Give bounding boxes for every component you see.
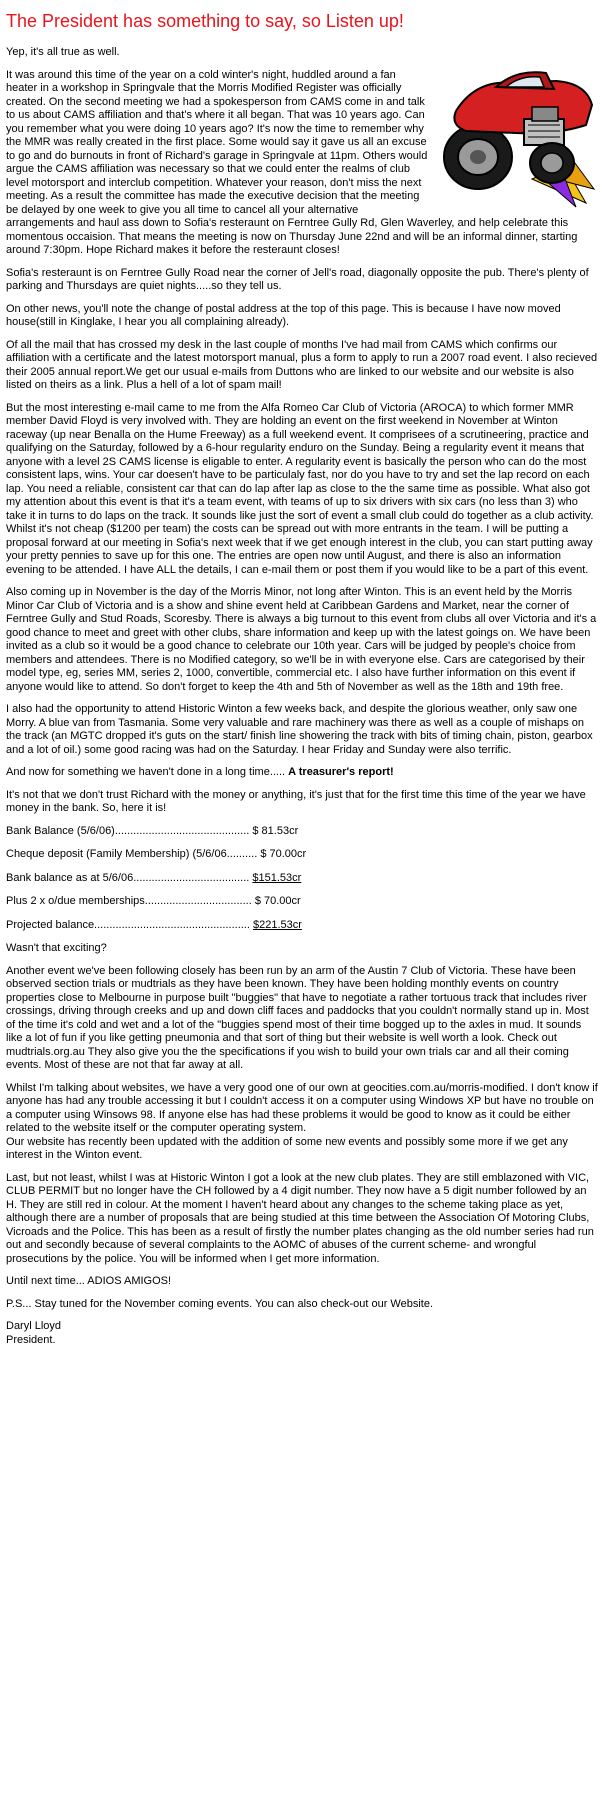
finance-row [6, 872, 600, 886]
finance-amount: $ 70.00cr [260, 848, 307, 860]
finance-label: Cheque deposit (Family Membership) (5/6/06.......... [6, 848, 261, 860]
paragraph-restaurant: Sofia's resteraunt is on Ferntree Gully Road near the corner of Jell's road, diagonally opposite the pub. There's plenty of parking and Thursdays are quiet nights.....so they tell us. [6, 266, 589, 292]
finance-table [6, 825, 600, 933]
finance-amount: $ 70.00cr [254, 895, 301, 907]
finance-row [6, 919, 600, 933]
finance-label: Bank balance as at 5/6/06...................................... [6, 871, 253, 884]
paragraph-money-intro: It's not that we don't trust Richard with the money or anything, it's just that for the first time this time of the year we have money in the bank. So, here it is! [6, 788, 586, 814]
paragraph-morris-minor-day: Also coming up in November is the day of the Morris Minor, not long after Winton. This is an event held by the Morris Minor Car Club of Victoria and is a show and shine event held at Caribbean Gardens and Market, near the corner of Ferntree Gully and Stud Roads, Scoresby. There is always a big turnout to this event from clubs all over Victoria and it's a good chance to meet and greet with other clubs, share information and keep up with the latest goings on. We have been invited as a club so it would be a good chance to celebrate our 10th year. Cars will be judged by people's choice from members and attendees. There is no Modified category, so we'll be in with everyone else. Cars are categorised by their model type, eg, series MM, series 2, 1000, convertible, commercial etc. I also have further information on this event if anyone would like to attend. So don't forget to keep the 4th and 5th of November as well as the 18th and 19th free. [6, 586, 597, 693]
finance-row [6, 895, 600, 909]
finance-label: Plus 2 x o/due memberships................................... [6, 895, 255, 907]
finance-label: Bank Balance (5/6/06)............................................ [6, 824, 253, 837]
paragraph-ps: P.S... Stay tuned for the November coming events. You can also check-out our Website. [6, 1297, 434, 1310]
paragraph-address-change: On other news, you'll note the change of postal address at the top of this page. This is because I have now moved house(still in Kinglake, I hear you all complaining already). [6, 302, 561, 328]
finance-row [6, 848, 600, 862]
paragraph-exciting: Wasn't that exciting? [6, 942, 107, 954]
paragraph-signoff: Until next time... ADIOS AMIGOS! [6, 1275, 172, 1287]
paragraph-mail: Of all the mail that has crossed my desk in the last couple of months I've had mail from CAMS which confirms our affiliation with a certificate and the latest motorsport manual, plus a form to apply to run a 2007 road event. I also recieved their 2005 annual report.We get our usual e-mails from Duttons who are linked to our website and our website is also listed on theirs as a link. Plus a hell of a lot of spam mail! [6, 338, 598, 391]
paragraph-website: Whilst I'm talking about websites, we have a very good one of our own at geocities.com.au/morris-modified. I don't know if anyone has had any trouble accessing it but I couldn't access it on a computer using Windows XP but have no trouble on a computer using Winsows 98. If anyone else has had these problems it would be good to know as it could be either related to the website itself or the computer operating system. [6, 1081, 598, 1134]
paragraph-aroca-event: But the most interesting e-mail came to me from the Alfa Romeo Car Club of Victoria (AROCA) to which former MMR member David Floyd is very involved with. They are holding an event on the first weekend in November at Winton raceway (up near Benalla on the Hume Freeway) as a full weekend event. It comprisees of a scrutineering, practice and qualifying on the Saturday, followed by a 6-hour regularity enduro on the Sunday. Being a regularity event it means that anyone with a level 2S CAMS license is eligable to enter. A regularity event is basically the person who can do the most consistent laps, wins. Your car doesen't have to be particulaly fast, nor do you have to try and set the lap record on each lap. You need a reliable, consistent car that can do lap after lap as close to the the same time as possible. What also got my attention about this event is that it's a team event, with teams of up to six drivers with six cars (no less than 3) who take it in turns to do laps on the track. It sounds like just the sort of event a small club could do together as a club activity. Whilst it's not cheap ($1200 per team) the costs can be spread out with more entrants in the team. I will be putting a proposal forward at our meeting in Sofia's next week that if we get enough interest in the club, you can start putting away your pretty pennies to save up for this one. The entries are open now until August, and there is also an information evening to be attended. I have ALL the details, I can e-mail them or post them if you would like to be a part of this event. [6, 401, 594, 576]
paragraph-website-update: Our website has recently been updated with the addition of some new events and possibly some more if we get any interest in the Winton event. [6, 1135, 568, 1161]
newsletter-page [2, 0, 603, 1356]
finance-amount: $221.53cr [252, 918, 302, 931]
paragraph-treasurer-intro [6, 766, 600, 780]
finance-amount: $ 81.53cr [252, 824, 299, 837]
signature-name: Daryl Lloyd [6, 1320, 62, 1332]
hot-rod-car-illustration [436, 61, 598, 209]
paragraph-anniversary: It was around this time of the year on a cold winter's night, huddled around a fan heater in a workshop in Springvale that the Morris Modified Register was officially created. On the second meeting we had a spokesperson from CAMS come in and talk to us about CAMS affiliation and that's where it all began. That was 10 years ago. Can you remember what you were doing 10 years ago? It's now the time to remember why the MMR was really created in the first place. Some would say it gave us all an excuse to go and do burnouts in front of Richard's garage in Springvale at 11pm. Others would argue the CAMS affiliation was necessary so that we could enter the realms of club level motorsport and interclub competition. Whatever your reason, don't miss the next meeting. As a result the committee has made the executive decision that the meeting be delayed by one week to give you all time to cancel all your alternative arrangements and haul ass down to Sofia's resteraunt on Ferntree Gully Rd, Glen Waverley, and help celebrate this momentous occaision. That means the meeting is now on Thursday June 22nd and will be an informal dinner, starting around 7:30pm. Hope Richard makes it before the resteraunt closes! [6, 68, 578, 256]
finance-row [6, 825, 600, 839]
paragraph-historic-winton: I also had the opportunity to attend Historic Winton a few weeks back, and despite the glorious weather, only saw one Morry. A blue van from Tasmania. Some very valuable and rare machinery was there as well as a couple of mishaps on the track (an MGTC dropped it's guts on the start/ finish line showering the track with bits of timing chain, piston, gearbox and a lot of oil.) some good racing was had on the Saturday. I hear Friday and Sunday were also terrific. [6, 703, 593, 756]
article-body [6, 46, 600, 1347]
paragraph-club-plates: Last, but not least, whilst I was at Historic Winton I got a look at the new club plates. They are still emblazoned with VIC, CLUB PERMIT but no longer have the CH followed by a 4 digit number. They now have a 5 digit number followed by an H. They are still red in colour. At the moment I haven't heard about any changes to the scheme taking place as yet, although there are a number of proposals that are being studied at this time between the Association Of Motoring Clubs, Vicroads and the Police. This has been as a result of firstly the number plates changing as the old number series had run out and secondly because of several complaints to the AOMC of abuses of the current scheme- and wrongful prosecutions by the police. You will be informed when I get more information. [6, 1171, 594, 1265]
paragraph-mudtrials: Another event we've been following closely has been run by an arm of the Austin 7 Club of Victoria. These have been observed section trials or mudtrials as they have been known. They have been holding monthly events on country properties close to Melbourne in purpose built "buggies" that have to negotiate a rather tortuous track that includes river crossings, driving through creeks and up and down cliff faces and paddocks that you couldn't normally stand up in. Most of the time it's cold and wet and a lot of the "buggies spend most of their time bogged up to the axles in mud. It sounds like a lot of fun if you like getting pneumonia and that sort of thing but their website is well worth a look. Check out mudtrials.org.au They also give you the the specifications if you wish to build your own trials car and all their coming events. Most of these are not that far away at all. [6, 964, 589, 1071]
finance-label: Projected balance................................................... [6, 918, 253, 931]
signature [6, 1320, 600, 1347]
treasurer-report-heading: A treasurer's report! [288, 766, 394, 778]
intro-paragraph: Yep, it's all true as well. [6, 46, 120, 58]
signature-role: President. [6, 1333, 56, 1346]
page-title: The President has something to say, so Listen up! [6, 11, 404, 31]
treasurer-lead-text: And now for something we haven't done in a long time..... [6, 766, 289, 778]
finance-amount: $151.53cr [252, 871, 302, 884]
